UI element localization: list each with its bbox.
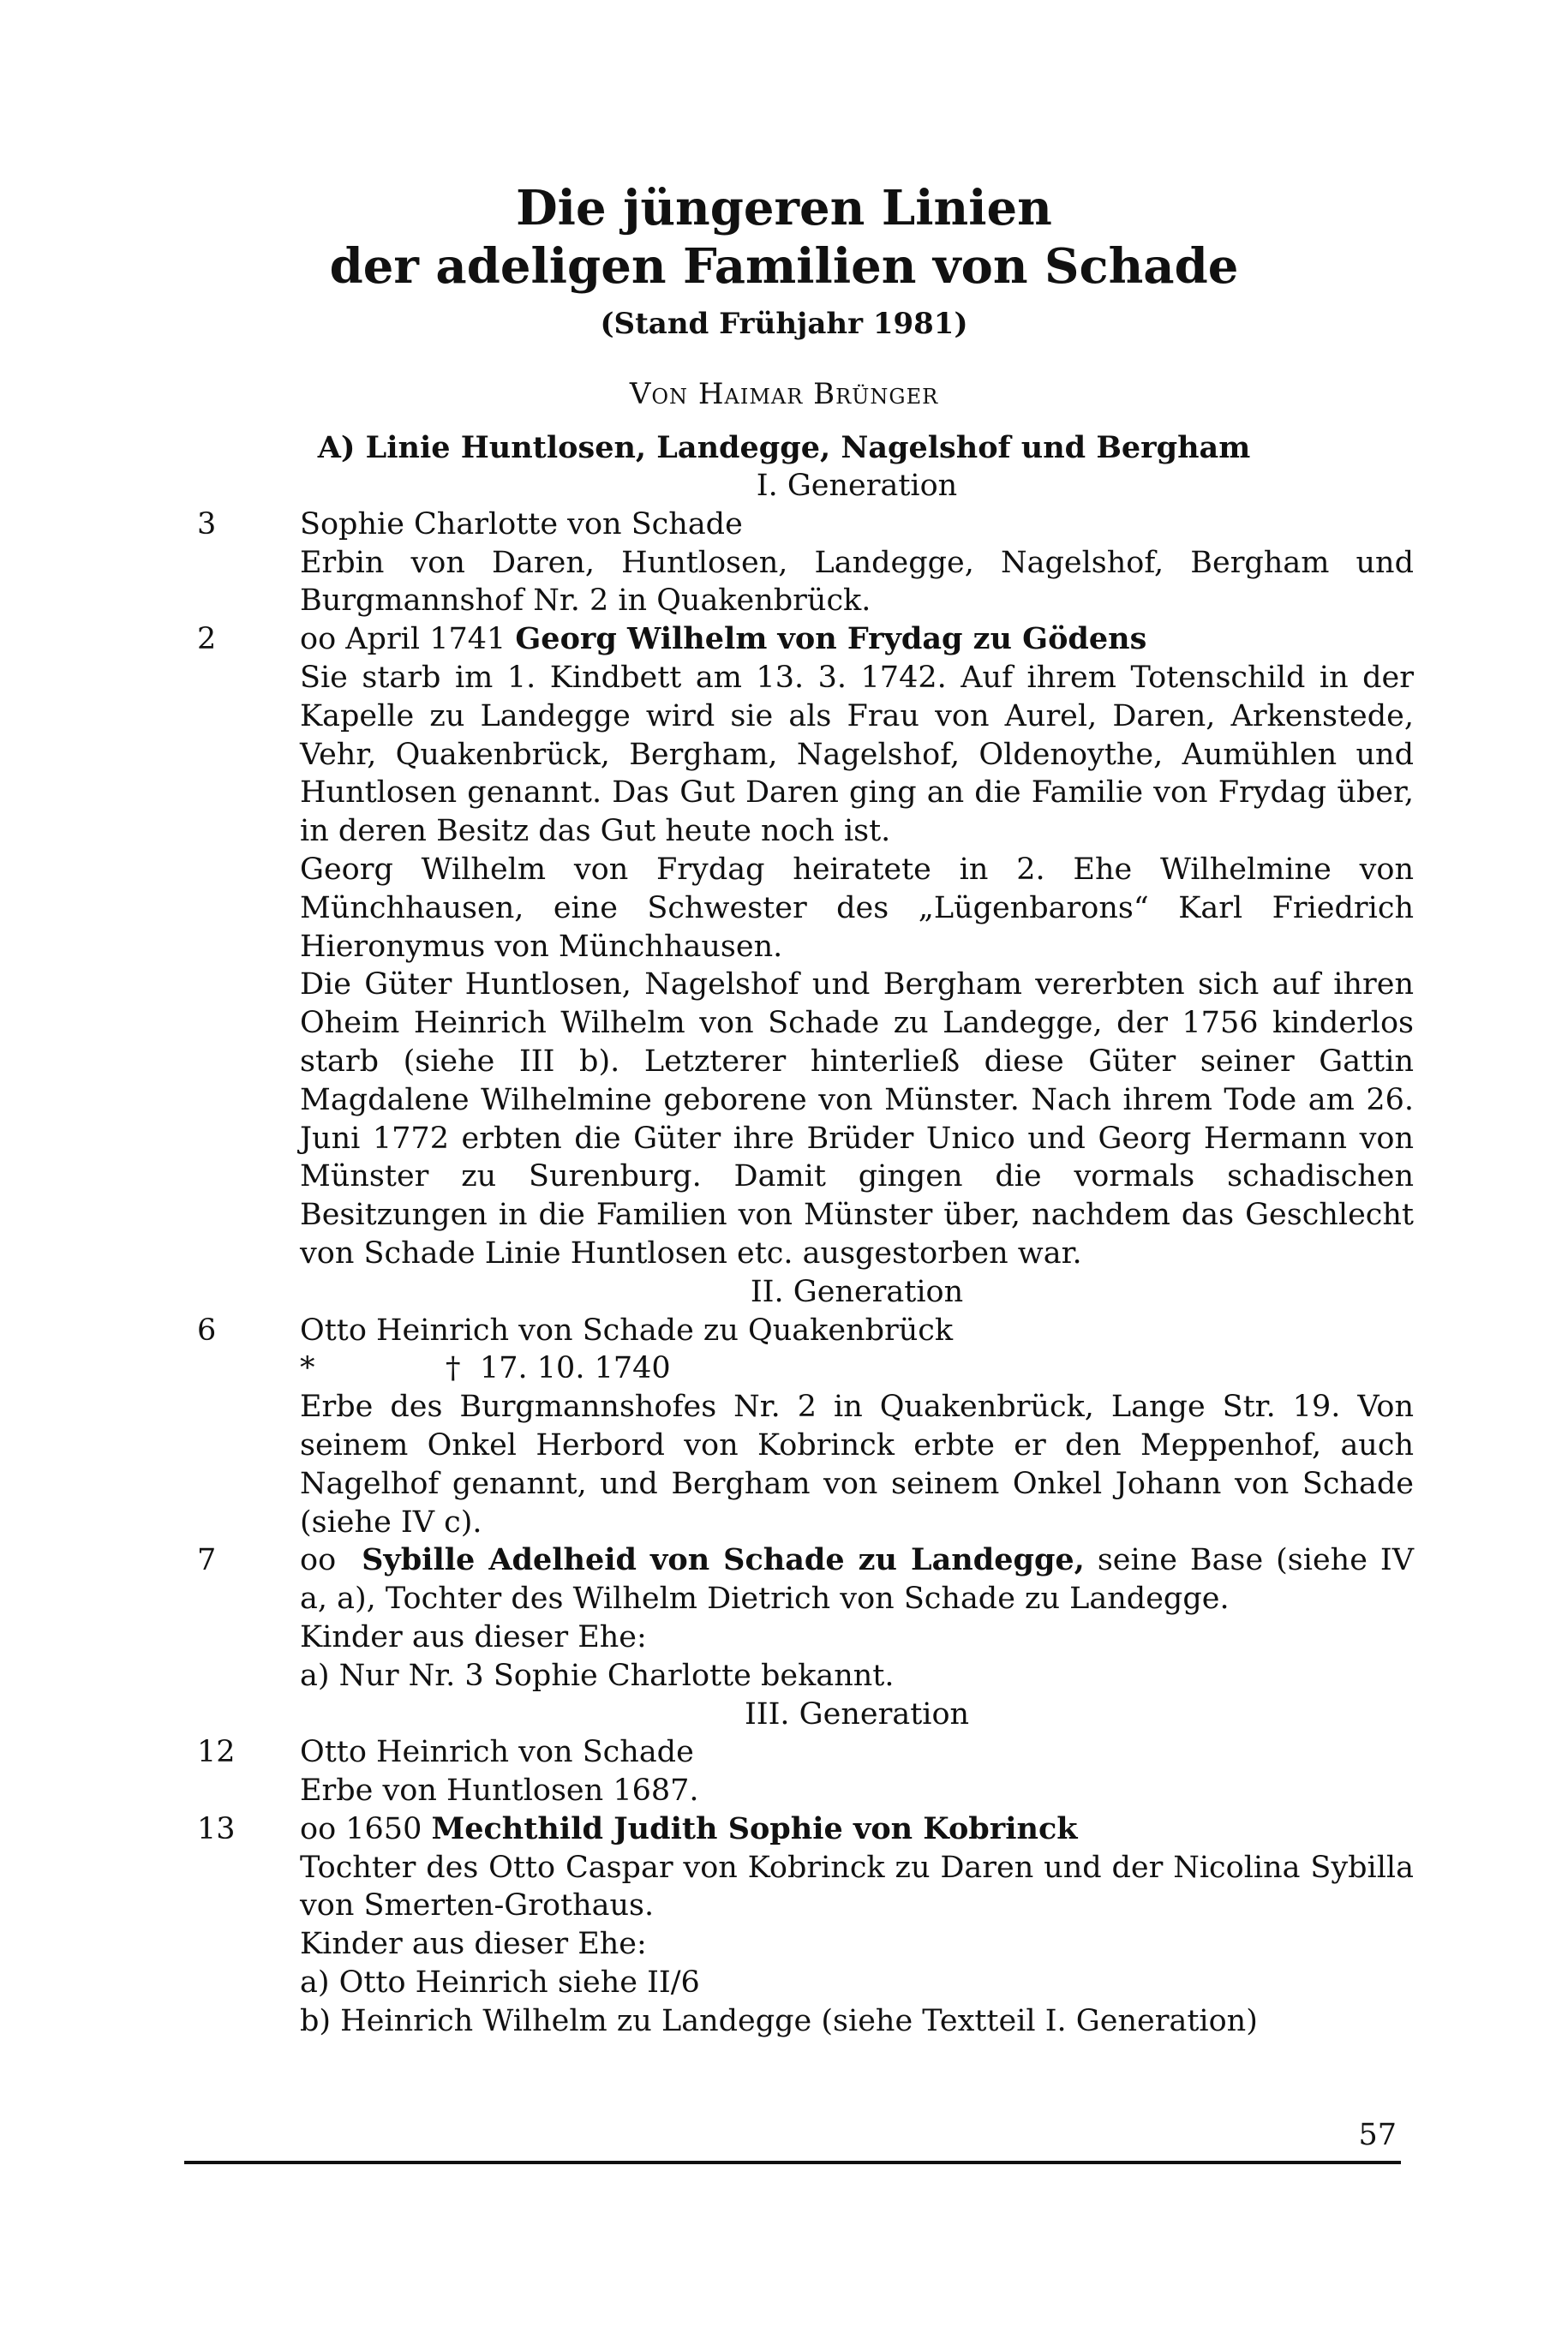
- entry-number: 6: [197, 1313, 217, 1348]
- entry-text: seine Base (siehe IV a, a), Tochter des Wilhelm Dietrich von Schade zu Landegge.: [300, 1543, 1414, 1617]
- footer-rule: [184, 2161, 1401, 2164]
- entry-text: Erbin von Daren, Huntlosen, Landegge, Nagelshof, Bergham und Burgmannshof Nr. 2 in Quakenbrück.: [300, 545, 1414, 619]
- children-label: Kinder aus dieser Ehe:: [300, 1619, 647, 1654]
- document-body: [197, 467, 1414, 2041]
- birth-mark: *: [300, 1351, 315, 1386]
- marriage-prefix: oo April 1741: [300, 622, 506, 657]
- section-heading: A) Linie Huntlosen, Landegge, Nagelshof und Bergham: [317, 430, 1251, 465]
- entry-number: 7: [197, 1543, 217, 1578]
- entry-2: [197, 620, 1414, 1273]
- entry-paragraph: Die Güter Huntlosen, Nagelshof und Bergham vererbten sich auf ihren Oheim Heinrich Wilhelm von Schade zu Landegge, der 1756 kinderlos starb (siehe III b). Letzterer hinterließ diese Güter seiner Gattin Magdalene Wilhelmine geborene von Münster. Nach ihrem Tode am 26. Juni 1772 erbten die Güter ihre Brüder Unico und Georg Hermann von Münster zu Surenburg. Damit gingen die vormals schadischen Besitzungen in die Familien von Münster über, nachdem das Geschlecht von Schade Linie Huntlosen etc. ausgestorben war.: [300, 967, 1414, 1271]
- entry-6: [197, 1312, 1414, 1542]
- spouse-name: Georg Wilhelm von Frydag zu Gödens: [515, 621, 1147, 657]
- author: Von Haimar Brünger: [629, 377, 939, 411]
- entry-text: Erbe des Burgmannshofes Nr. 2 in Quakenbrück, Lange Str. 19. Von seinem Onkel Herbord von Kobrinck erbte er den Meppenhof, auch Nagelhof genannt, und Bergham von seinem Onkel Johann von Schade (siehe IV c).: [300, 1390, 1414, 1540]
- generation-heading-2: II. Generation: [750, 1274, 964, 1309]
- entry-12: [197, 1733, 1414, 1810]
- entry-text: Erbe von Huntlosen 1687.: [300, 1774, 699, 1809]
- spouse-name: Mechthild Judith Sophie von Kobrinck: [431, 1810, 1078, 1846]
- generation-heading-3: III. Generation: [744, 1696, 970, 1732]
- subtitle: (Stand Frühjahr 1981): [600, 307, 968, 341]
- entry-paragraph: Georg Wilhelm von Frydag heiratete in 2. Ehe Wilhelmine von Münchhausen, eine Schwester des „Lügenbarons“ Karl Friedrich Hieronymus von Münchhausen.: [300, 852, 1414, 964]
- child-item: a) Otto Heinrich siehe II/6: [300, 1965, 700, 2001]
- entry-13: [197, 1810, 1414, 2041]
- title-line-2: der adeligen Familien von Schade: [329, 238, 1239, 295]
- death-date: 17. 10. 1740: [480, 1351, 671, 1386]
- entry-number: 2: [197, 622, 217, 657]
- marriage-prefix: oo 1650: [300, 1811, 422, 1846]
- page-number: 57: [1358, 2118, 1397, 2152]
- entry-number: 3: [197, 506, 217, 541]
- entry-name: Otto Heinrich von Schade zu Quakenbrück: [300, 1313, 954, 1348]
- child-item: b) Heinrich Wilhelm zu Landegge (siehe Textteil I. Generation): [300, 2003, 1258, 2038]
- child-item: a) Nur Nr. 3 Sophie Charlotte bekannt.: [300, 1658, 895, 1693]
- spouse-name: Sybille Adelheid von Schade zu Landegge,: [362, 1542, 1085, 1578]
- entry-number: 12: [197, 1735, 236, 1770]
- entry-name: Otto Heinrich von Schade: [300, 1735, 694, 1770]
- entry-name: Sophie Charlotte von Schade: [300, 506, 743, 541]
- title-line-1: Die jüngeren Linien: [516, 180, 1052, 236]
- entry-7: [197, 1541, 1414, 1695]
- children-label: Kinder aus dieser Ehe:: [300, 1927, 647, 1962]
- marriage-prefix: oo: [300, 1543, 337, 1578]
- entry-paragraph: Sie starb im 1. Kindbett am 13. 3. 1742. Auf ihrem Totenschild in der Kapelle zu Landegge wird sie als Frau von Aurel, Daren, Arkenstede, Vehr, Quakenbrück, Bergham, Nagelshof, Oldenoythe, Aumühlen und Huntlosen genannt. Das Gut Daren ging an die Familie von Frydag über, in deren Besitz das Gut heute noch ist.: [300, 660, 1414, 849]
- entry-text: Tochter des Otto Caspar von Kobrinck zu Daren und der Nicolina Sybilla von Smerten-Grothaus.: [300, 1850, 1414, 1923]
- life-dates: [300, 1349, 1414, 1388]
- death-mark: †: [446, 1351, 461, 1386]
- generation-heading-1: I. Generation: [756, 469, 958, 503]
- entry-number: 13: [197, 1811, 236, 1846]
- entry-3: [197, 505, 1414, 620]
